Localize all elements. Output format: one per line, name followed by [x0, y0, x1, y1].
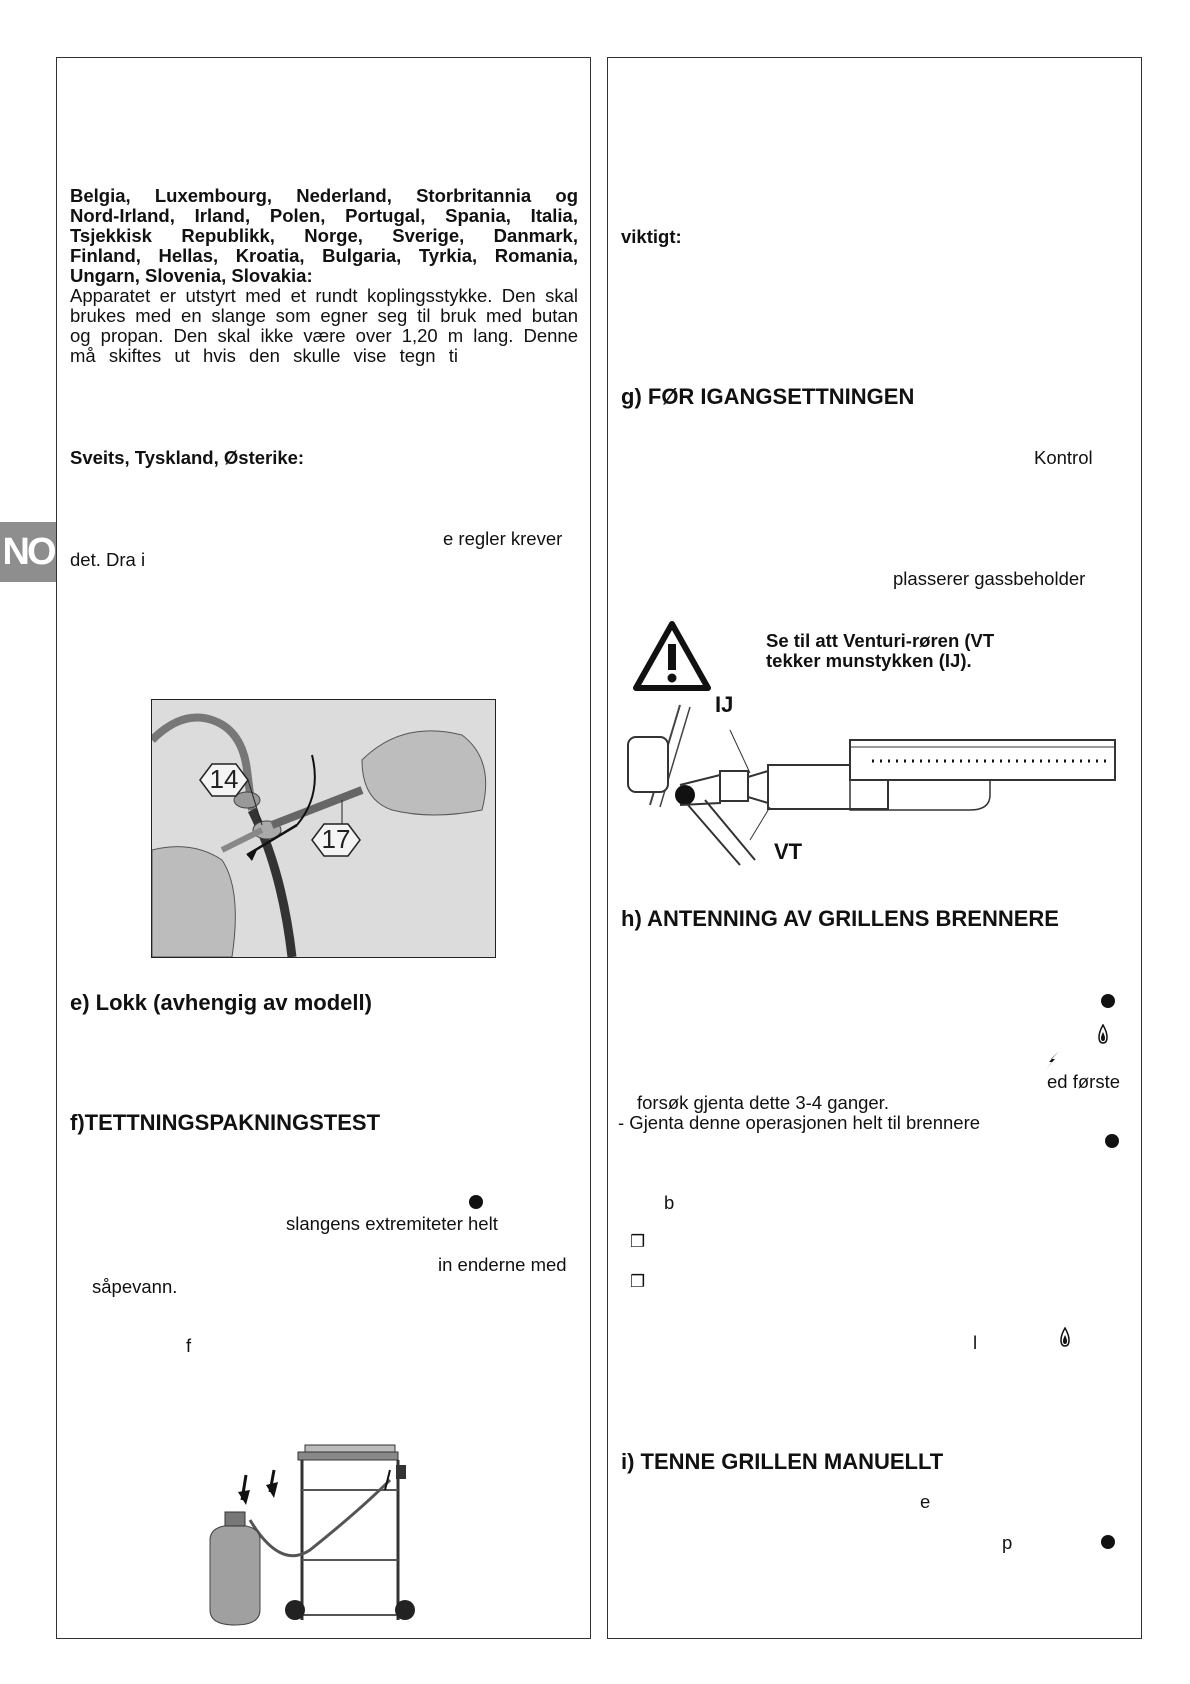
hose-paragraph [70, 286, 578, 366]
warning-line: Se til att Venturi-røren (VT [766, 630, 995, 651]
label-ij: IJ [715, 695, 734, 717]
bullet-icon [469, 1195, 483, 1209]
bullet-icon [1101, 994, 1115, 1008]
dra-fragment: det. Dra i [70, 549, 146, 570]
warning-line: tekker munstykken (IJ). [766, 650, 972, 671]
countries-line: Tsjekkisk Republikk, Norge, Sverige, Danmark, [70, 225, 578, 246]
gas-bottle-grill-illustration [190, 1430, 430, 1640]
forsok-line: forsøk gjenta dette 3-4 ganger. [637, 1092, 889, 1113]
hose-connection-illustration [152, 700, 495, 957]
countries-line: Finland, Hellas, Kroatia, Bulgaria, Tyrkia, Romania, [70, 245, 578, 266]
swiss-heading: Sveits, Tyskland, Østerike: [70, 447, 305, 468]
label-vt: VT [774, 839, 803, 864]
heading-manual-ignition: i) TENNE GRILLEN MANUELLT [621, 1449, 944, 1474]
hose-connection-photo [151, 699, 496, 958]
viktigt-label: viktigt: [621, 226, 682, 247]
paragraph-line: må skiftes ut hvis den skulle vise tegn ti [70, 345, 458, 366]
label-17: 17 [321, 824, 351, 854]
sapevann-fragment: såpevann. [92, 1276, 178, 1297]
paragraph-line: brukes med en slange som egner seg til bruk med butan [70, 305, 578, 326]
label-14: 14 [209, 764, 239, 794]
countries-line: Nord-Irland, Irland, Polen, Portugal, Spania, Italia, [70, 205, 578, 226]
f-fragment: f [186, 1335, 192, 1356]
slangens-fragment: slangens extremiteter helt [286, 1213, 498, 1234]
plasserer-fragment: plasserer gassbeholder [893, 568, 1086, 589]
checkbox-icon: ❒ [630, 1232, 646, 1252]
p-fragment: p [1002, 1532, 1013, 1553]
l-fragment: l [973, 1332, 978, 1353]
flame-icon [1096, 1024, 1110, 1044]
bullet-icon [1101, 1535, 1115, 1549]
language-tab: NO [0, 522, 56, 582]
warning-icon [632, 620, 712, 692]
burner-diagram [620, 695, 1120, 875]
regler-fragment: e regler krever [443, 528, 563, 549]
checkbox-icon: ❒ [630, 1272, 646, 1292]
enderne-fragment: in enderne med [438, 1254, 567, 1275]
bullet-icon [1105, 1134, 1119, 1148]
flame-icon [1058, 1327, 1072, 1347]
gjenta-line: - Gjenta denne operasjonen helt til brennere [618, 1112, 981, 1133]
heading-seal-test: f)TETTNINGSPAKNINGSTEST [70, 1110, 381, 1135]
forste-fragment: ed første [1047, 1071, 1120, 1092]
kontrol-fragment: Kontrol [1034, 447, 1093, 468]
heading-before-start: g) FØR IGANGSETTNINGEN [621, 384, 915, 409]
paragraph-line: og propan. Den skal ikke være over 1,20 m lang. Denne [70, 325, 578, 346]
countries-block [70, 186, 578, 286]
warning-text [766, 631, 994, 671]
heading-ignition: h) ANTENNING AV GRILLENS BRENNERE [621, 906, 1059, 931]
e-fragment: e [920, 1491, 931, 1512]
heading-lid: e) Lokk (avhengig av modell) [70, 990, 372, 1015]
countries-line: Belgia, Luxembourg, Nederland, Storbritannia og [70, 185, 578, 206]
spark-icon [1043, 1050, 1063, 1070]
countries-line: Ungarn, Slovenia, Slovakia: [70, 265, 313, 286]
paragraph-line: Apparatet er utstyrt med et rundt koplingsstykke. Den skal [70, 285, 578, 306]
b-fragment: b [664, 1192, 675, 1213]
